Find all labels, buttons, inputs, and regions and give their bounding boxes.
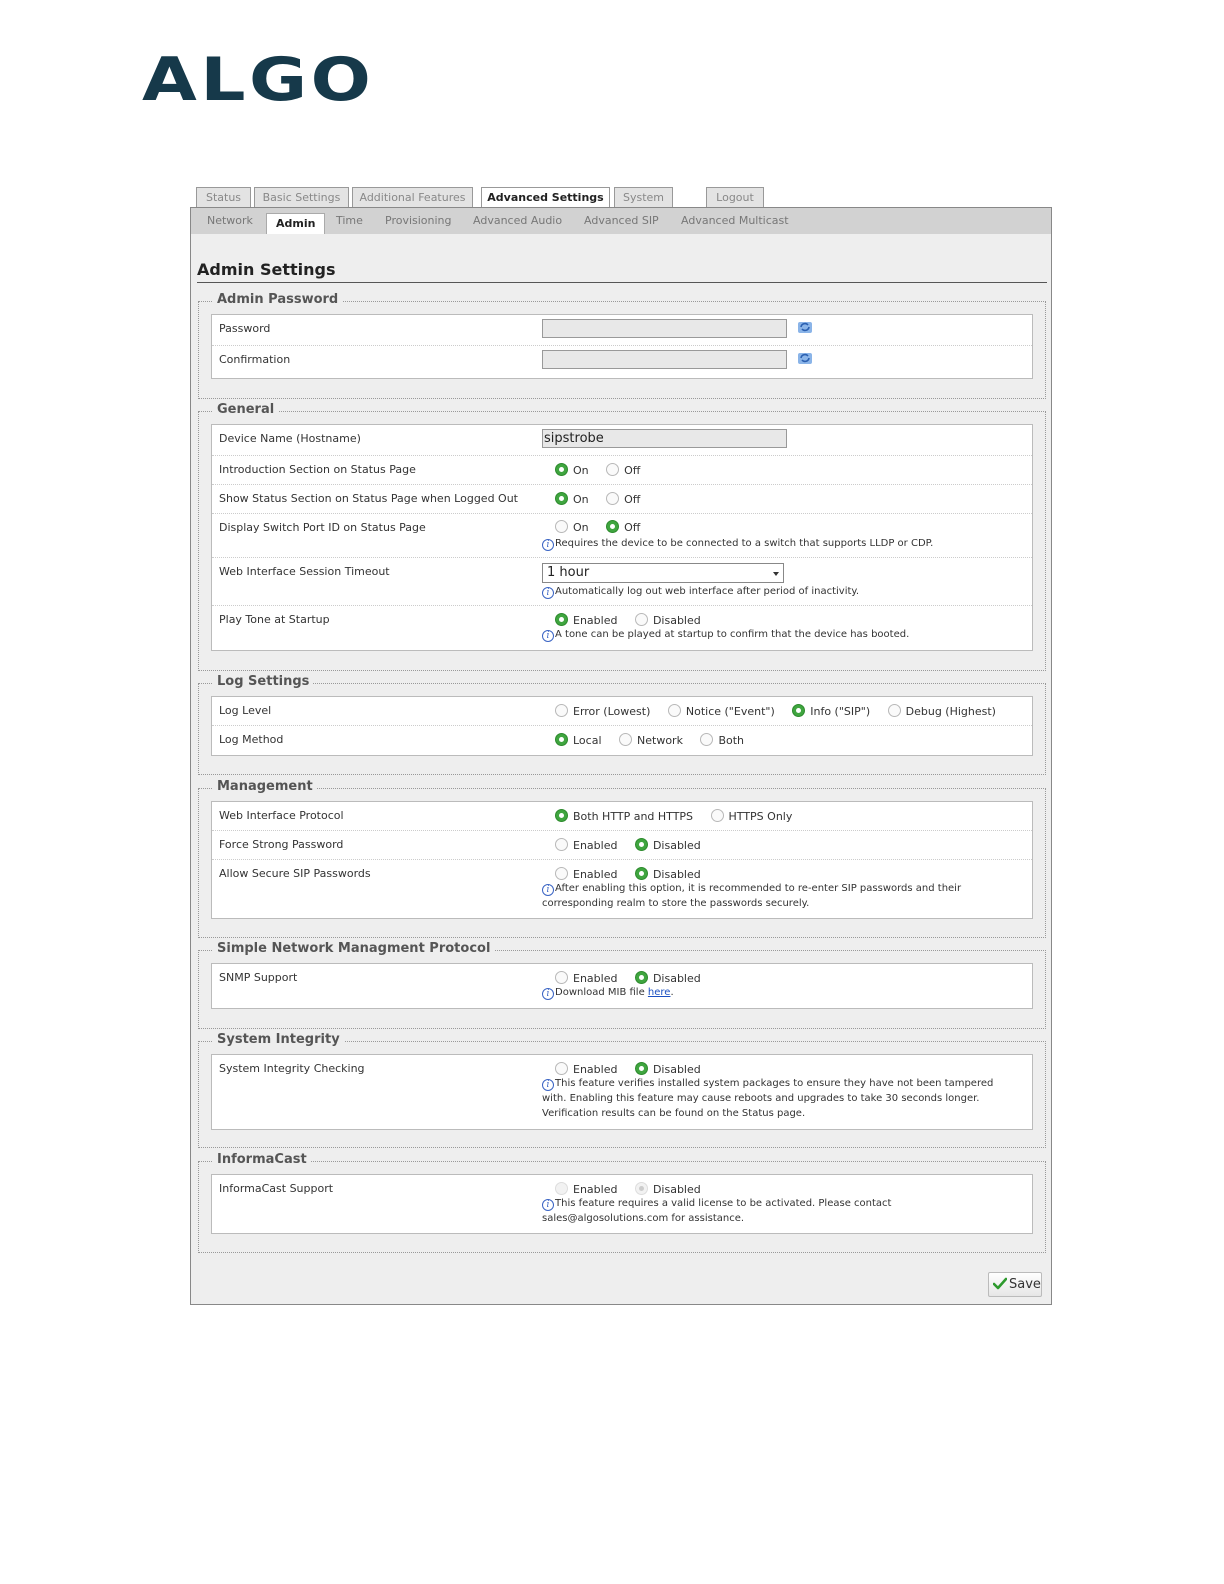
tab-advanced-settings[interactable]: Advanced Settings	[481, 187, 610, 209]
log-level-error-radio[interactable]: Error (Lowest)	[555, 704, 650, 718]
password-input[interactable]	[542, 319, 787, 338]
switch-on-radio[interactable]: On	[555, 520, 589, 534]
tone-note: i A tone can be played at startup to confirm that the device has booted.	[542, 627, 1022, 642]
intro-row	[212, 456, 1032, 485]
informacast-enabled-radio[interactable]: Enabled	[555, 1182, 617, 1196]
management-rows	[211, 801, 1033, 919]
log-level-notice-radio[interactable]: Notice ("Event")	[668, 704, 775, 718]
strong-disabled-radio[interactable]: Disabled	[635, 838, 701, 852]
section-title: General	[213, 402, 278, 418]
tone-row	[212, 606, 1032, 650]
info-icon: i	[542, 587, 554, 599]
strong-password-label: Force Strong Password	[219, 838, 344, 851]
log-rows	[211, 696, 1033, 756]
hostname-label: Device Name (Hostname)	[219, 432, 361, 445]
tone-disabled-radio[interactable]: Disabled	[635, 613, 701, 627]
log-method-local-radio[interactable]: Local	[555, 733, 602, 747]
integrity-rows	[211, 1054, 1033, 1130]
subtab-time[interactable]: Time	[336, 214, 363, 227]
title-divider	[197, 282, 1047, 283]
checkmark-icon	[993, 1275, 1007, 1298]
subtab-advanced-multicast[interactable]: Advanced Multicast	[681, 214, 789, 227]
settings-panel	[190, 207, 1052, 1305]
info-icon: i	[542, 884, 554, 896]
sip-enabled-radio[interactable]: Enabled	[555, 867, 617, 881]
snmp-rows	[211, 963, 1033, 1009]
integrity-row	[212, 1055, 1032, 1129]
status-off-radio[interactable]: Off	[606, 492, 640, 506]
tab-additional-features[interactable]: Additional Features	[352, 187, 473, 208]
section-title: Management	[213, 779, 317, 795]
section-title: InformaCast	[213, 1152, 311, 1168]
status-on-radio[interactable]: On	[555, 492, 589, 506]
algo-logo: ALGO	[142, 45, 375, 115]
admin-password-rows	[211, 314, 1033, 379]
page-title: Admin Settings	[197, 260, 336, 279]
password-row	[212, 315, 1032, 346]
integrity-label: System Integrity Checking	[219, 1062, 365, 1075]
intro-on-radio[interactable]: On	[555, 463, 589, 477]
hostname-input[interactable]: sipstrobe	[542, 429, 787, 448]
hostname-row	[212, 425, 1032, 456]
refresh-icon[interactable]	[797, 320, 813, 337]
switch-port-note: i Requires the device to be connected to a switch that supports LLDP or CDP.	[542, 536, 1022, 551]
tab-system[interactable]: System	[614, 187, 673, 208]
tone-enabled-radio[interactable]: Enabled	[555, 613, 617, 627]
snmp-label: SNMP Support	[219, 971, 298, 984]
snmp-disabled-radio[interactable]: Disabled	[635, 971, 701, 985]
section-title: Log Settings	[213, 674, 313, 690]
protocol-https-radio[interactable]: HTTPS Only	[711, 809, 793, 823]
protocol-both-radio[interactable]: Both HTTP and HTTPS	[555, 809, 693, 823]
subtab-advanced-audio[interactable]: Advanced Audio	[473, 214, 563, 227]
log-method-label: Log Method	[219, 733, 284, 746]
status-label: Show Status Section on Status Page when Logged Out	[219, 492, 518, 505]
snmp-enabled-radio[interactable]: Enabled	[555, 971, 617, 985]
log-level-debug-radio[interactable]: Debug (Highest)	[888, 704, 996, 718]
protocol-row	[212, 802, 1032, 831]
password-label: Password	[219, 322, 271, 335]
secure-sip-note: i After enabling this option, it is recommended to re-enter SIP passwords and their corresponding realm to store the passwords securely.	[542, 883, 962, 909]
switch-port-label: Display Switch Port ID on Status Page	[219, 521, 426, 534]
log-method-network-radio[interactable]: Network	[619, 733, 683, 747]
informacast-row	[212, 1175, 1032, 1233]
subtab-advanced-sip[interactable]: Advanced SIP	[584, 214, 659, 227]
section-log-settings	[198, 674, 1046, 775]
section-management	[198, 779, 1046, 938]
section-title: Simple Network Managment Protocol	[213, 941, 494, 957]
mib-download-link[interactable]: here	[647, 987, 671, 998]
info-icon: i	[542, 988, 554, 1000]
switch-off-radio[interactable]: Off	[606, 520, 640, 534]
informacast-note: i This feature requires a valid license to be activated. Please contact sales@algosolutions.com for assistance.	[542, 1198, 892, 1224]
informacast-rows	[211, 1174, 1033, 1234]
info-icon: i	[542, 630, 554, 642]
timeout-label: Web Interface Session Timeout	[219, 565, 390, 578]
section-snmp	[198, 941, 1046, 1029]
log-method-both-radio[interactable]: Both	[700, 733, 744, 747]
confirmation-label: Confirmation	[219, 353, 291, 366]
subtab-provisioning[interactable]: Provisioning	[385, 214, 452, 227]
section-general	[198, 402, 1046, 671]
informacast-label: InformaCast Support	[219, 1182, 334, 1195]
save-button[interactable]: Save	[988, 1272, 1042, 1297]
section-title: System Integrity	[213, 1032, 344, 1048]
tab-logout[interactable]: Logout	[706, 187, 764, 208]
refresh-icon[interactable]	[797, 351, 813, 368]
subtab-admin[interactable]: Admin	[266, 213, 325, 234]
info-icon: i	[542, 1079, 554, 1091]
tab-basic-settings[interactable]: Basic Settings	[254, 187, 349, 208]
integrity-disabled-radio[interactable]: Disabled	[635, 1062, 701, 1076]
log-level-label: Log Level	[219, 704, 272, 717]
log-method-row	[212, 726, 1032, 755]
strong-enabled-radio[interactable]: Enabled	[555, 838, 617, 852]
intro-off-radio[interactable]: Off	[606, 463, 640, 477]
secure-sip-row	[212, 860, 1032, 918]
timeout-select[interactable]: 1 hour	[542, 563, 784, 583]
strong-password-row	[212, 831, 1032, 860]
section-admin-password	[198, 292, 1046, 399]
tab-status[interactable]: Status	[196, 187, 251, 208]
info-icon: i	[542, 539, 554, 551]
chevron-down-icon	[773, 572, 779, 576]
log-level-row	[212, 697, 1032, 726]
integrity-note: i This feature verifies installed system packages to ensure they have not been tampered with. Enabling this feature may cause reboots and upgrades to take 30 seconds longer. Verification results can be found on the Status page.	[542, 1078, 994, 1119]
subtab-network[interactable]: Network	[207, 214, 253, 227]
tone-label: Play Tone at Startup	[219, 613, 330, 626]
informacast-disabled-radio[interactable]: Disabled	[635, 1182, 701, 1196]
sip-disabled-radio[interactable]: Disabled	[635, 867, 701, 881]
sub-navigation	[191, 208, 1051, 234]
integrity-enabled-radio[interactable]: Enabled	[555, 1062, 617, 1076]
switch-port-row	[212, 514, 1032, 558]
section-title: Admin Password	[213, 292, 342, 308]
log-level-info-radio[interactable]: Info ("SIP")	[792, 704, 870, 718]
secure-sip-label: Allow Secure SIP Passwords	[219, 867, 371, 880]
section-informacast	[198, 1152, 1046, 1253]
intro-label: Introduction Section on Status Page	[219, 463, 416, 476]
status-row	[212, 485, 1032, 514]
protocol-label: Web Interface Protocol	[219, 809, 344, 822]
confirmation-input[interactable]	[542, 350, 787, 369]
general-rows	[211, 424, 1033, 651]
timeout-row	[212, 558, 1032, 606]
confirmation-row	[212, 346, 1032, 378]
snmp-row	[212, 964, 1032, 1008]
timeout-note: i Automatically log out web interface after period of inactivity.	[542, 584, 1022, 599]
snmp-note: i Download MIB file here.	[542, 985, 1022, 1000]
section-system-integrity	[198, 1032, 1046, 1148]
info-icon: i	[542, 1199, 554, 1211]
